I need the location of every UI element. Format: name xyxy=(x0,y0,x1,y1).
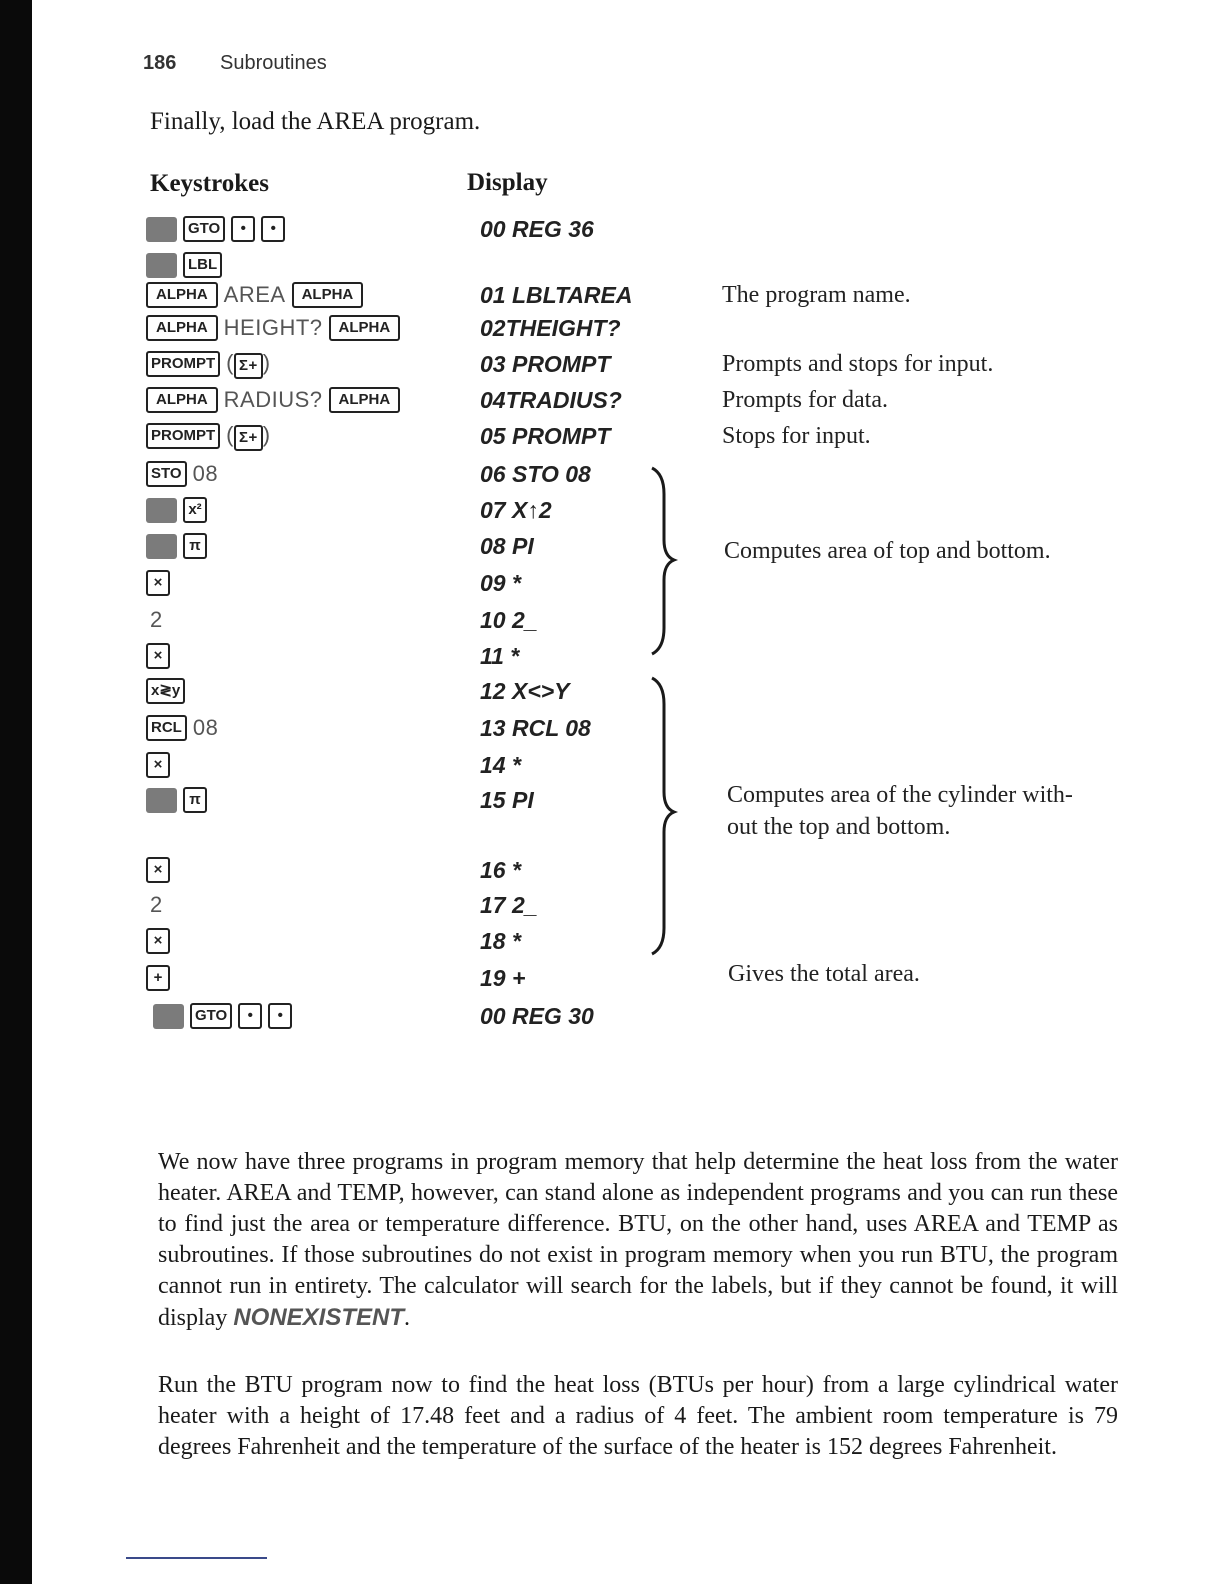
display-line: 19 + xyxy=(480,965,526,991)
paragraph-text: We now have three programs in program memory that help determine the heat loss from the water heater. AREA and TEMP, however, can stand alone as independent programs and you can run these to find just the area or temperature difference. BTU, on the other hand, uses AREA and TEMP as subroutines. If those subroutines do not exist in program memory when you run BTU, the program cannot run in entirety. The calculator will search for the labels, but if they cannot be found, it will display xyxy=(158,1149,1118,1331)
keystrokes xyxy=(150,604,163,636)
keystrokes xyxy=(153,1000,292,1032)
program-row xyxy=(0,854,1224,886)
register-number: 08 xyxy=(192,461,219,486)
keystrokes xyxy=(146,384,400,416)
program-row xyxy=(0,604,1224,636)
multiply-key: × xyxy=(146,857,170,883)
program-row xyxy=(0,1000,1224,1032)
sigma-plus-key: Σ+ xyxy=(234,425,263,451)
display-line: 05 PROMPT xyxy=(480,423,611,449)
row-note: Stops for input. xyxy=(722,423,871,449)
program-row xyxy=(0,348,1224,380)
row-note: Prompts and stops for input. xyxy=(722,351,994,377)
gto-key: GTO xyxy=(183,216,225,242)
gto-key: GTO xyxy=(190,1003,232,1029)
program-row xyxy=(0,640,1224,672)
nonexistent-display: NONEXISTENT xyxy=(233,1304,405,1331)
keystrokes xyxy=(146,784,207,816)
program-row xyxy=(0,279,1224,311)
keystrokes xyxy=(146,279,363,311)
plus-key: + xyxy=(146,965,170,991)
display-line: 06 STO 08 xyxy=(480,461,591,487)
keystrokes: PROMPT ( Σ+ ) xyxy=(146,420,271,452)
display-line: 12 X<>Y xyxy=(480,678,570,704)
alpha-text: HEIGHT? xyxy=(223,315,323,340)
brace-top-bottom-group xyxy=(640,466,680,656)
keystrokes xyxy=(146,567,170,599)
rcl-key: RCL xyxy=(146,715,187,741)
display-line: 00 REG 36 xyxy=(480,216,594,242)
shift-key xyxy=(146,788,177,813)
shift-key xyxy=(146,217,177,242)
program-row xyxy=(0,749,1224,781)
x-squared-key: x² xyxy=(183,497,207,523)
row-note: Prompts for data. xyxy=(722,387,888,413)
prompt-key: PROMPT xyxy=(146,351,220,377)
keystrokes xyxy=(146,494,207,526)
display-line: 14 * xyxy=(480,752,521,778)
paragraph-subroutines xyxy=(158,1147,1118,1334)
display-line: 15 PI xyxy=(480,787,534,813)
pi-key: π xyxy=(183,787,207,813)
intro-text: Finally, load the AREA program. xyxy=(150,108,481,135)
display-line: 11 * xyxy=(480,643,520,669)
decimal-key: • xyxy=(268,1003,292,1029)
prompt-key: PROMPT xyxy=(146,423,220,449)
lbl-key: LBL xyxy=(183,252,222,278)
alpha-key: ALPHA xyxy=(329,387,401,413)
paragraph-run-btu: Run the BTU program now to find the heat loss (BTUs per hour) from a large cylindrical water heater with a height of 17.48 feet and a radius of 4 feet. The ambient room temperature is 79 degrees Fahrenheit and the temperature of the surface of the heater is 152 degrees Fahrenheit. xyxy=(158,1372,1118,1460)
keystrokes xyxy=(146,640,170,672)
note-total: Gives the total area. xyxy=(728,961,920,987)
keystrokes xyxy=(146,249,222,281)
decimal-key: • xyxy=(231,216,255,242)
program-row xyxy=(0,962,1224,994)
keystrokes xyxy=(146,749,170,781)
page-number: 186 xyxy=(143,52,177,74)
multiply-key: × xyxy=(146,643,170,669)
display-line: 13 RCL 08 xyxy=(480,715,591,741)
program-row xyxy=(0,567,1224,599)
keystrokes xyxy=(146,213,285,245)
shift-key xyxy=(153,1004,184,1029)
decimal-key: • xyxy=(261,216,285,242)
program-row xyxy=(0,384,1224,416)
multiply-key: × xyxy=(146,752,170,778)
display-line: 02THEIGHT? xyxy=(480,315,621,341)
keystrokes xyxy=(146,925,170,957)
alpha-key: ALPHA xyxy=(146,282,218,308)
keystrokes xyxy=(146,962,170,994)
keystrokes xyxy=(146,530,207,562)
alpha-key: ALPHA xyxy=(292,282,364,308)
note-top-bottom: Computes area of top and bottom. xyxy=(724,538,1051,564)
keystrokes-heading: Keystrokes xyxy=(150,170,269,197)
display-line: 10 2_ xyxy=(480,607,538,633)
alpha-key: ALPHA xyxy=(329,315,401,341)
x-exchange-y-key: x≷y xyxy=(146,678,185,704)
shift-key xyxy=(146,253,177,278)
display-line: 00 REG 30 xyxy=(480,1003,594,1029)
display-line: 18 * xyxy=(480,928,521,954)
alpha-text: RADIUS? xyxy=(223,387,323,412)
program-row xyxy=(0,458,1224,490)
sigma-plus-key: Σ+ xyxy=(234,353,263,379)
program-row xyxy=(0,312,1224,344)
decimal-key: • xyxy=(238,1003,262,1029)
display-heading: Display xyxy=(467,169,548,196)
pi-key: π xyxy=(183,533,207,559)
display-line: 04TRADIUS? xyxy=(480,387,622,413)
register-number: 08 xyxy=(192,715,219,740)
display-line: 01 LBLTAREA xyxy=(480,282,633,308)
keystrokes xyxy=(146,312,400,344)
keystrokes xyxy=(146,458,218,490)
program-row xyxy=(0,420,1224,452)
note-cylinder-line1: Computes area of the cylinder with- xyxy=(727,782,1073,808)
keystrokes: PROMPT ( Σ+ ) xyxy=(146,348,271,380)
footnote-rule xyxy=(126,1557,267,1559)
alpha-key: ALPHA xyxy=(146,315,218,341)
multiply-key: × xyxy=(146,928,170,954)
program-row xyxy=(0,213,1224,245)
display-line: 09 * xyxy=(480,570,521,596)
shift-key xyxy=(146,534,177,559)
program-row xyxy=(0,675,1224,707)
program-row xyxy=(0,494,1224,526)
brace-cylinder-group xyxy=(640,676,680,956)
alpha-key: ALPHA xyxy=(146,387,218,413)
keystrokes xyxy=(150,889,163,921)
display-line: 17 2_ xyxy=(480,892,538,918)
multiply-key: × xyxy=(146,570,170,596)
section-title: Subroutines xyxy=(220,52,327,74)
keystrokes xyxy=(146,712,218,744)
display-line: 07 X↑2 xyxy=(480,497,552,523)
program-row xyxy=(0,925,1224,957)
sto-key: STO xyxy=(146,461,187,487)
paragraph-end: . xyxy=(404,1305,411,1331)
alpha-text: AREA xyxy=(223,282,286,307)
keystrokes xyxy=(146,854,170,886)
display-line: 16 * xyxy=(480,857,521,883)
program-row xyxy=(0,712,1224,744)
program-row xyxy=(0,249,1224,281)
keystrokes xyxy=(146,675,185,707)
digit-entry: 2 xyxy=(150,892,163,917)
row-note: The program name. xyxy=(722,282,911,308)
program-row xyxy=(0,889,1224,921)
display-line: 03 PROMPT xyxy=(480,351,611,377)
digit-entry: 2 xyxy=(150,607,163,632)
shift-key xyxy=(146,498,177,523)
display-line: 08 PI xyxy=(480,533,534,559)
note-cylinder-line2: out the top and bottom. xyxy=(727,814,951,840)
